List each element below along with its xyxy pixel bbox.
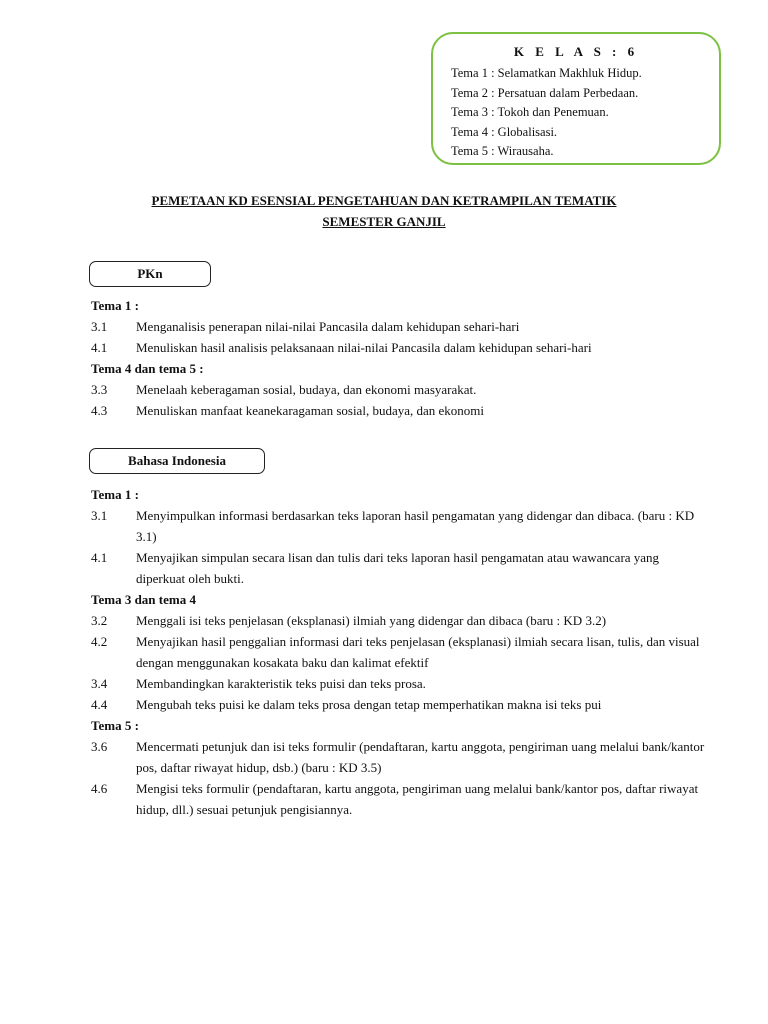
kd-number: 4.4 [91, 697, 108, 712]
kd-number: 3.1 [91, 319, 108, 334]
kd-number: 3.2 [91, 613, 108, 628]
kd-item [91, 316, 711, 337]
kd-text: Menganalisis penerapan nilai-nilai Pancasila dalam kehidupan sehari-hari [136, 319, 520, 334]
kd-item [91, 505, 711, 547]
kd-number: 4.1 [91, 340, 108, 355]
kd-text: Menuliskan manfaat keanekaragaman sosial, budaya, dan ekonomi [136, 403, 484, 418]
kd-text: Mengisi teks formulir (pendaftaran, kartu anggota, pengiriman uang melalui bank/kantor pos, daftar riwayat hidup, dll.) sesuai petunjuk pengisiannya. [136, 781, 699, 817]
kelas-box [431, 32, 721, 165]
kelas-tema-5: Tema 5 : Wirausaha. [451, 144, 554, 158]
document-subtitle: SEMESTER GANJIL [322, 214, 446, 229]
kd-number: 4.2 [91, 634, 108, 649]
kd-number: 3.3 [91, 382, 108, 397]
kd-item [91, 379, 711, 400]
kd-item [91, 694, 711, 715]
kd-text: Menggali isi teks penjelasan (eksplanasi) ilmiah yang didengar dan dibaca (baru : KD 3.2) [136, 613, 607, 628]
kd-number: 4.1 [91, 550, 108, 565]
kd-item [91, 400, 711, 421]
theme-heading: Tema 4 dan tema 5 : [91, 361, 204, 376]
theme-heading: Tema 5 : [91, 718, 139, 733]
kd-number: 3.1 [91, 508, 108, 523]
kd-item [91, 778, 711, 820]
kelas-tema-1: Tema 1 : Selamatkan Makhluk Hidup. [451, 66, 642, 80]
kd-number: 4.3 [91, 403, 108, 418]
kd-text: Menelaah keberagaman sosial, budaya, dan ekonomi masyarakat. [136, 382, 477, 397]
kd-text: Menyajikan simpulan secara lisan dan tulis dari teks laporan hasil pengamatan atau wawancara yang diperkuat oleh bukti. [136, 550, 660, 586]
document-title: PEMETAAN KD ESENSIAL PENGETAHUAN DAN KETRAMPILAN TEMATIK [151, 193, 617, 208]
theme-heading: Tema 3 dan tema 4 [91, 592, 196, 607]
kelas-title: K E L A S : 6 [513, 44, 639, 59]
kelas-tema-2: Tema 2 : Persatuan dalam Perbedaan. [451, 85, 639, 100]
kd-text: Menyajikan hasil penggalian informasi dari teks penjelasan (eksplanasi) ilmiah secara lisan, tulis, dan visual dengan menggunakan kosakata baku dan kalimat efektif [136, 634, 700, 670]
section-label-bahasa-indonesia: Bahasa Indonesia [89, 448, 265, 474]
kd-number: 3.4 [91, 676, 108, 691]
kd-item [91, 610, 711, 631]
kd-text: Mengubah teks puisi ke dalam teks prosa dengan tetap memperhatikan makna isi teks pui [136, 697, 602, 712]
kelas-tema-3: Tema 3 : Tokoh dan Penemuan. [451, 105, 609, 119]
bahasa-indonesia-section [91, 484, 711, 820]
kd-item [91, 631, 711, 673]
kd-item [91, 673, 711, 694]
kd-text: Menuliskan hasil analisis pelaksanaan nilai-nilai Pancasila dalam kehidupan sehari-hari [136, 340, 592, 355]
kelas-tema-4: Tema 4 : Globalisasi. [451, 124, 558, 139]
pkn-section [91, 295, 711, 421]
section-label-pkn: PKn [89, 261, 211, 287]
kd-number: 4.6 [91, 781, 108, 796]
kd-text: Menyimpulkan informasi berdasarkan teks laporan hasil pengamatan yang didengar dan dibaca. (baru : KD 3.1) [136, 508, 695, 544]
kd-text: Mencermati petunjuk dan isi teks formulir (pendaftaran, kartu anggota, pengiriman uang melalui bank/kantor pos, daftar riwayat hidup, dsb.) (baru : KD 3.5) [136, 739, 705, 775]
kd-number: 3.6 [91, 739, 108, 754]
theme-heading: Tema 1 : [91, 298, 139, 313]
kd-text: Membandingkan karakteristik teks puisi dan teks prosa. [136, 676, 426, 691]
kd-item [91, 337, 711, 358]
kd-item [91, 736, 711, 778]
theme-heading: Tema 1 : [91, 487, 139, 502]
kd-item [91, 547, 711, 589]
